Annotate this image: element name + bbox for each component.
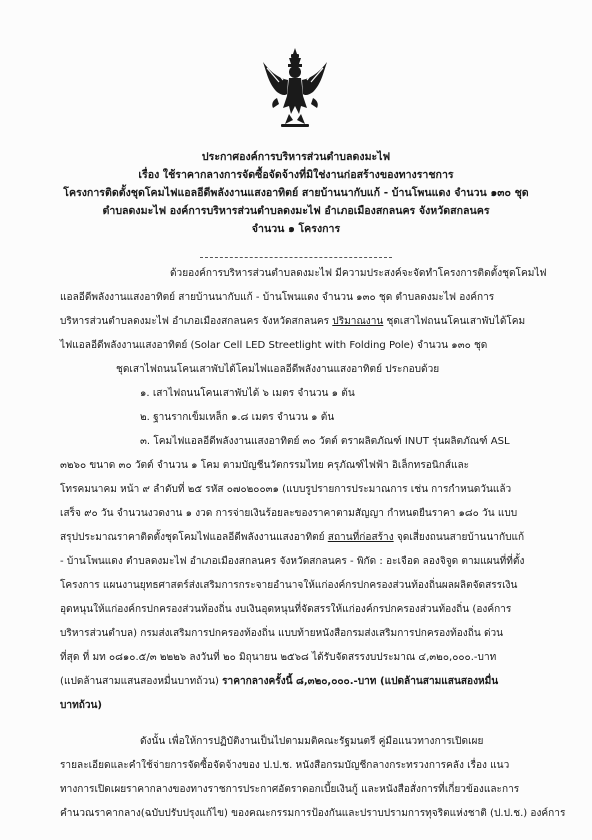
para1-line-9: ๓๒๖๐ ขนาด ๓๐ วัตต์ จำนวน ๑ โคม ตามบัญชีนวัตกรรมไทย ครุภัณฑ์ไฟฟ้า อิเล็กทรอนิกส์และ (60, 460, 470, 471)
para1-line-3 (60, 315, 525, 329)
para2-line-4: คำนวณราคากลาง(ฉบับปรับปรุงแก้ไข) ของคณะกรรมการป้องกันและปราบปรามการทุจริตแห่งชาติ (ป.ป.ช.) องค์การ (60, 808, 566, 819)
para1-line-18 (60, 675, 498, 689)
para1-line-12 (60, 531, 524, 545)
para2-line-1: ดังนั้น เพื่อให้การปฏิบัติงานเป็นไปตามมติคณะรัฐมนตรี คู่มือแนวทางการเปิดเผย (140, 736, 484, 747)
announcement-org-title: ประกาศองค์การบริหารส่วนตำบลดงมะไฟ (201, 151, 391, 163)
para1-line-16: บริหารส่วนตำบล) กรมส่งเสริมการปกครองท้องถิ่น แบบท้ายหนังสือกรมส่งเสริมการปกครองท้องถิ่น ด่วน (60, 628, 504, 639)
budget-amount-words: (แปดล้านสามแสนสองหมื่นบาทถ้วน) (60, 676, 223, 687)
announcement-subject: เรื่อง ใช้ราคากลางการจัดซื้อจัดจ้างที่มิใช่งานก่อสร้างของทางราชการ (138, 169, 454, 181)
project-count: จำนวน ๑ โครงการ (251, 223, 341, 235)
header-divider (200, 257, 392, 258)
component-item-3: ๓. โคมไฟแอลอีดีพลังงานแสงอาทิตย์ ๓๐ วัตต์ ตราผลิตภัณฑ์ INUT รุ่นผลิตภัณฑ์ ASL (140, 436, 510, 447)
para1-line-10: โทรคมนาคม หน้า ๙ ลำดับที่ ๒๕ รหัส ๐๗๐๒๐๐๓๑ (แบบรูปรายการประมาณการ เช่น การกำหนดวันแล้ว (60, 484, 512, 495)
para2-line-2: รายละเอียดและคำใช้จ่ายการจัดซื้อจัดจ้างของ ป.ป.ช. หนังสือกรมบัญชีกลางกระทรวงการคลัง เรื่อง แนว (60, 760, 510, 771)
para1-line-3-rest: ชุดเสาไฟถนนโคนเสาพับได้โคม (383, 316, 526, 327)
garuda-emblem-icon (259, 48, 331, 130)
para1-line-3-text: บริหารส่วนตำบลดงมะไฟ อำเภอเมืองสกลนคร จังหวัดสกลนคร (60, 316, 333, 327)
reference-price-statement: ราคากลางครั้งนี้ ๘,๓๒๐,๐๐๐.-บาท (แปดล้านสามแสนสองหมื่น (222, 676, 499, 687)
para2-line-3: ทางการเปิดเผยราคากลางของทางราชการประกาศอัตราดอกเบี้ยเงินกู้ และหนังสือสั่งการที่เกี่ยวข้องและการ (60, 784, 520, 795)
para1-line-17: ที่สุด ที่ มท ๐๘๑๐.๕/๓ ๒๒๒๖ ลงวันที่ ๒๐ มิถุนายน ๒๕๖๘ ได้รับจัดสรรงบประมาณ ๔,๓๒๐,๐๐๐.-บาท (60, 652, 497, 663)
para1-line-4: ไฟแอลอีดีพลังงานแสงอาทิตย์ (Solar Cell LED Streetlight with Folding Pole) จำนวน ๑๓๐ ชุด (60, 340, 488, 351)
project-location: ตำบลดงมะไฟ องค์การบริหารส่วนตำบลดงมะไฟ อำเภอเมืองสกลนคร จังหวัดสกลนคร (102, 205, 490, 217)
para1-line-14: โครงการ แผนงานยุทธศาสตร์ส่งเสริมการกระจายอำนาจให้แก่องค์กรปกครองส่วนท้องถิ่นผลผลิตจัดสรรเงิน (60, 580, 518, 591)
para1-line-2: แอลอีดีพลังงานแสงอาทิตย์ สายบ้านนากับแก้ - บ้านโพนแดง จำนวน ๑๓๐ ชุด ตำบลดงมะไฟ องค์การ (60, 292, 495, 303)
para1-line-13: - บ้านโพนแดง ตำบลดงมะไฟ อำเภอเมืองสกลนคร จังหวัดสกลนคร - พิกัด : อะเจือด ลองจิจูด ตามแผนที่ที่ตั้ง (60, 556, 525, 567)
site-location-label: สถานที่ก่อสร้าง (327, 532, 394, 543)
para1-line-12-text: สรุปประมาณราคาติดตั้งชุดโคมไฟแอลอีดีพลังงานแสงอาทิตย์ (60, 532, 328, 543)
para1-line-11: เสร็จ ๙๐ วัน จำนวนงวดงาน ๑ งวด การจ่ายเงินร้อยละของราคาตามสัญญา กำหนดยืนราคา ๑๘๐ วัน แบบ (60, 508, 518, 519)
para1-line-15: อุดหนุนให้แก่องค์กรปกครองส่วนท้องถิ่น งบเงินอุดหนุนที่จัดสรรให้แก่องค์กรปกครองส่วนท้องถิ่น (องค์การ (60, 604, 512, 615)
component-item-1: ๑. เสาไฟถนนโคนเสาพับได้ ๖ เมตร จำนวน ๑ ต้น (140, 388, 355, 399)
scope-of-work-label: ปริมาณงาน (332, 316, 384, 327)
para1-line-5: ชุดเสาไฟถนนโคนเสาพับได้โคมไฟแอลอีดีพลังงานแสงอาทิตย์ ประกอบด้วย (116, 364, 440, 375)
project-title: โครงการติดตั้งชุดโคมไฟแอลอีดีพลังงานแสงอาทิตย์ สายบ้านนากับแก้ - บ้านโพนแดง จำนวน ๑๓๐ ชุด (63, 187, 529, 199)
para1-line-19: บาทถ้วน) (60, 700, 103, 711)
component-item-2: ๒. ฐานรากเข็มเหล็ก ๑.๘ เมตร จำนวน ๑ ต้น (140, 412, 335, 423)
para1-line-12-rest: จุดเสี่ยงถนนสายบ้านนากับแก้ (393, 532, 525, 543)
para1-line-1: ด้วยองค์การบริหารส่วนตำบลดงมะไฟ มีความประสงค์จะจัดทำโครงการติดตั้งชุดโคมไฟ (170, 268, 547, 279)
